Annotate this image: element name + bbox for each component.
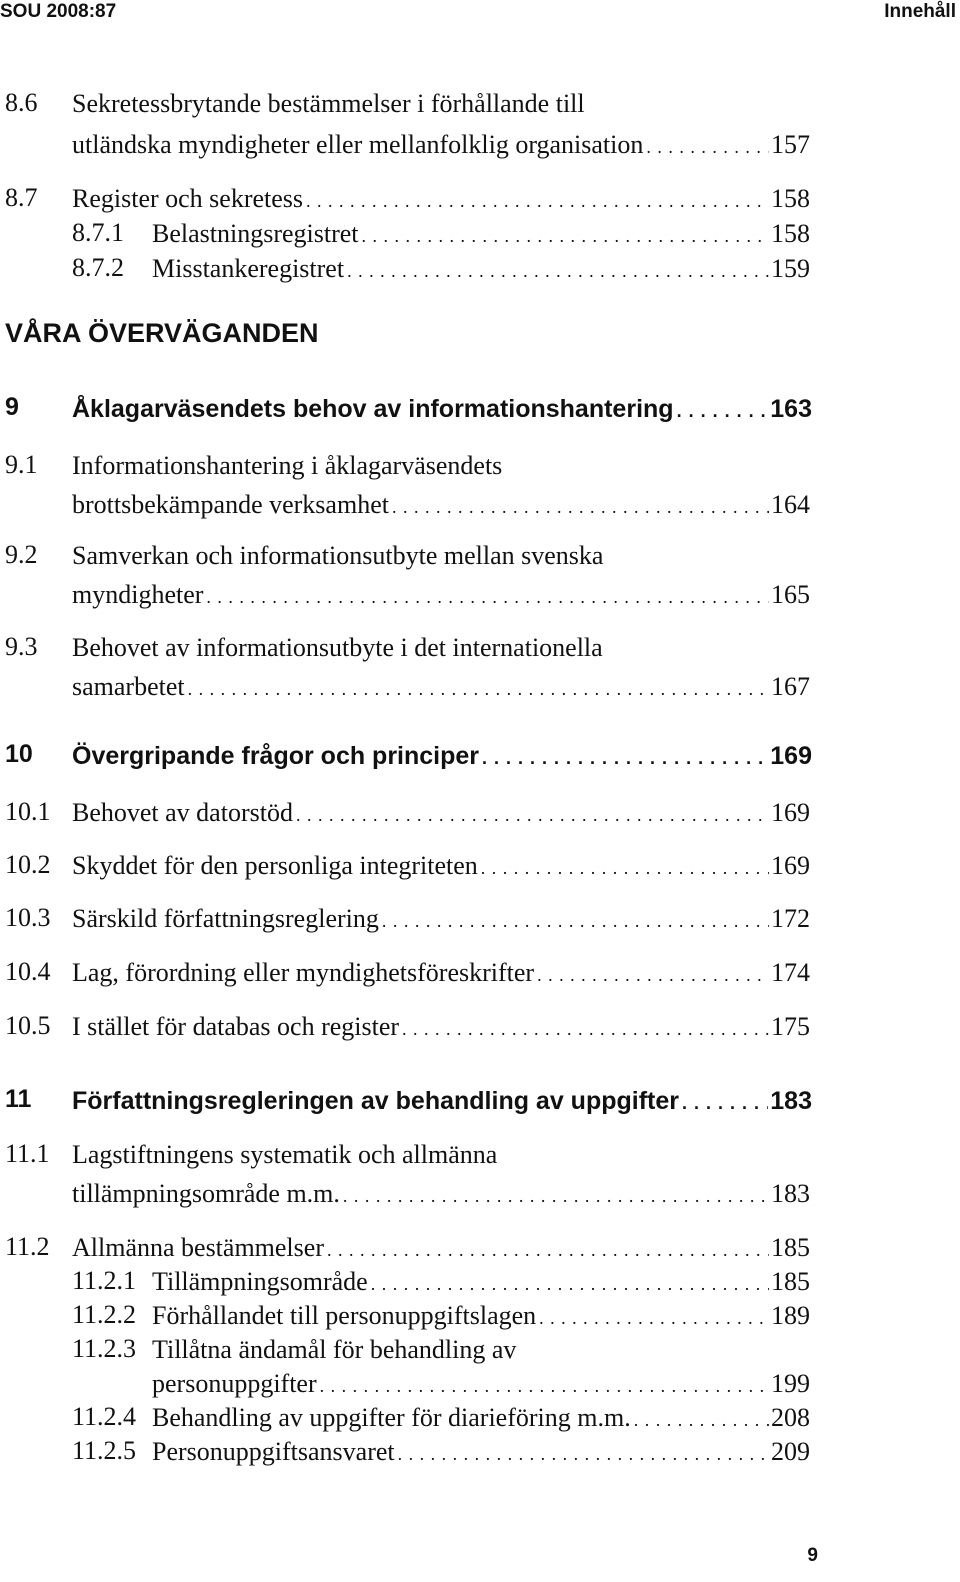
entry-number: 8.7.2 (72, 253, 124, 282)
page-number: 169 (771, 798, 810, 827)
page-number: 209 (771, 1437, 810, 1466)
entry-number: 11.1 (5, 1139, 50, 1168)
entry-title-continued: samarbetet (72, 672, 185, 701)
page-number: 157 (771, 130, 810, 159)
entry-number: 8.7.1 (72, 218, 124, 247)
entry-title: Register och sekretess (72, 184, 304, 213)
entry-number: 10.4 (5, 957, 51, 986)
entry-title: Behovet av datorstöd (72, 798, 293, 827)
chapter-number: 11 (5, 1085, 32, 1113)
entry-title-continued: brottsbekämpande verksamhet (72, 490, 389, 519)
entry-title: Tillåtna ändamål för behandling av (152, 1335, 517, 1364)
entry-title: Särskild författningsreglering (72, 904, 379, 933)
chapter-number: 10 (5, 740, 33, 768)
dot-leader (402, 1013, 769, 1045)
entry-title: Lagstiftningens systematik och allmänna (72, 1140, 498, 1169)
entry-title: Allmänna bestämmelser (72, 1233, 324, 1262)
dot-leader (296, 799, 769, 831)
entry-number: 11.2.1 (72, 1266, 137, 1295)
entry-title: Förhållandet till personuppgiftslagen (152, 1301, 537, 1330)
dot-leader (327, 1234, 769, 1266)
dot-leader (392, 491, 769, 523)
dot-leader (539, 1302, 769, 1334)
chapter-title: Åklagarväsendets behov av informationshantering (72, 395, 674, 423)
dot-leader (362, 220, 769, 252)
page-number: 163 (770, 395, 812, 423)
chapter-number: 9 (5, 393, 19, 421)
page-number: 169 (770, 742, 812, 770)
entry-title: Samverkan och informationsutbyte mellan svenska (72, 541, 604, 570)
dot-leader (634, 1404, 769, 1436)
page-number: 158 (771, 184, 810, 213)
chapter-title: Författningsregleringen av behandling av uppgifter (72, 1087, 679, 1115)
entry-title: Personuppgiftsansvaret (152, 1437, 395, 1466)
entry-title: Sekretessbrytande bestämmelser i förhållande till (72, 89, 585, 118)
dot-leader (343, 1180, 769, 1212)
dot-leader (306, 185, 769, 217)
entry-number: 11.2.3 (72, 1334, 137, 1363)
entry-number: 10.3 (5, 903, 51, 932)
footer-page-number: 9 (807, 1545, 818, 1566)
page-number: 175 (771, 1012, 810, 1041)
entry-title: Skyddet för den personliga integriteten (72, 851, 478, 880)
page-number: 189 (771, 1301, 810, 1330)
entry-title-continued: tillämpningsområde m.m. (72, 1179, 340, 1208)
dot-leader (481, 852, 769, 884)
chapter-title: Övergripande frågor och principer (72, 742, 480, 770)
entry-number: 11.2.5 (72, 1436, 137, 1465)
entry-title: Informationshantering i åklagarväsendets (72, 451, 503, 480)
dot-leader (347, 255, 769, 287)
dot-leader (320, 1370, 769, 1402)
page-number: 185 (771, 1233, 810, 1262)
entry-title: Belastningsregistret (152, 219, 359, 248)
page-number: 174 (771, 958, 810, 987)
entry-number: 10.1 (5, 797, 51, 826)
entry-number: 8.7 (5, 183, 38, 212)
section-label: Innehåll (884, 1, 956, 22)
document-id: SOU 2008:87 (0, 1, 117, 22)
entry-title-continued: myndigheter (72, 580, 204, 609)
dot-leader (398, 1438, 769, 1470)
dot-leader (682, 1087, 768, 1119)
dot-leader (382, 905, 769, 937)
section-heading: VÅRA ÖVERVÄGANDEN (5, 318, 319, 348)
page-number: 165 (771, 580, 810, 609)
page-number: 159 (771, 254, 810, 283)
entry-number: 9.2 (5, 540, 38, 569)
page-number: 185 (771, 1267, 810, 1296)
entry-title-continued: utländska myndigheter eller mellanfolklig organisation (72, 130, 644, 159)
dot-leader (677, 395, 769, 427)
page-number: 183 (771, 1179, 810, 1208)
page-number: 208 (771, 1403, 810, 1432)
entry-title-continued: personuppgifter (152, 1369, 317, 1398)
entry-number: 11.2.4 (72, 1402, 137, 1431)
entry-number: 10.2 (5, 850, 51, 879)
entry-number: 10.5 (5, 1011, 51, 1040)
entry-number: 8.6 (5, 88, 38, 117)
entry-number: 9.3 (5, 632, 38, 661)
entry-title: Lag, förordning eller myndighetsföreskrifter (72, 958, 535, 987)
entry-number: 11.2 (5, 1232, 50, 1261)
page-number: 158 (771, 219, 810, 248)
dot-leader (206, 581, 769, 613)
dot-leader (188, 673, 769, 705)
entry-title: Misstankeregistret (152, 254, 345, 283)
entry-title: Behovet av informationsutbyte i det internationella (72, 633, 603, 662)
dot-leader (482, 742, 768, 774)
entry-title: Tillämpningsområde (152, 1267, 368, 1296)
page-number: 167 (771, 672, 810, 701)
entry-number: 11.2.2 (72, 1300, 137, 1329)
dot-leader (537, 959, 769, 991)
page-number: 164 (771, 490, 810, 519)
entry-title: Behandling av uppgifter för diarieföring m.m. (152, 1403, 631, 1432)
dot-leader (371, 1268, 769, 1300)
page-number: 183 (770, 1087, 812, 1115)
page-number: 172 (771, 904, 810, 933)
entry-number: 9.1 (5, 450, 38, 479)
page-number: 169 (771, 851, 810, 880)
entry-title: I stället för databas och register (72, 1012, 400, 1041)
dot-leader (646, 131, 769, 163)
page-number: 199 (771, 1369, 810, 1398)
